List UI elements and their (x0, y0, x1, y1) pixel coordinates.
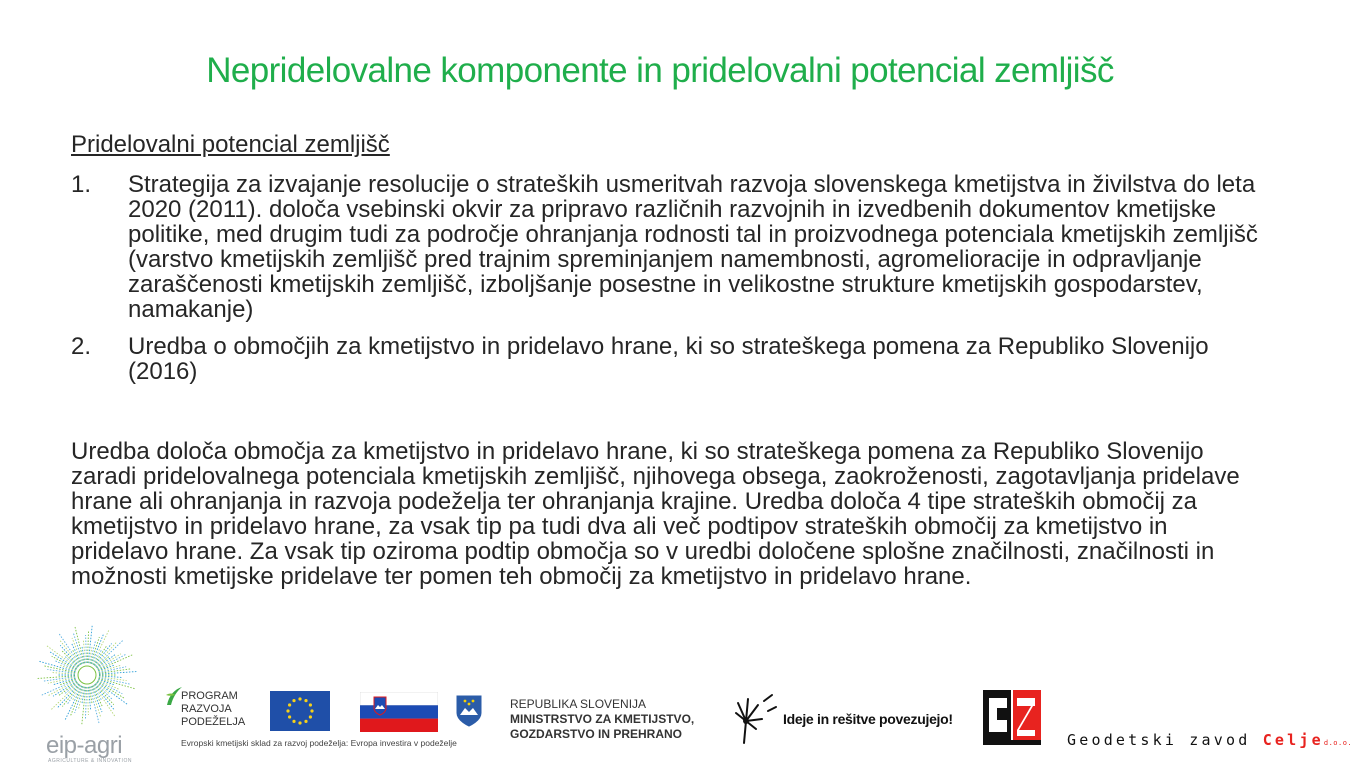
logo-strip (0, 615, 1360, 765)
prp-logo (165, 685, 255, 745)
eip-burst-icon (32, 620, 142, 730)
coat-of-arms-icon (456, 695, 482, 727)
eip-agri-tagline: AGRICULTURE & INNOVATION (48, 758, 132, 764)
gz-logo-icon (983, 690, 1041, 745)
list-number: 2. (71, 333, 92, 360)
list-item (71, 334, 1271, 384)
fund-caption: Evropski kmetijski sklad za razvoj podeželja: Evropa investira v podeželje (181, 738, 457, 748)
list-text: Uredba o območjih za kmetijstvo in pridelavo hrane, ki so strateškega pomena za Republiko Slovenijo (2016) (128, 333, 1209, 385)
subheading: Pridelovalni potencial zemljišč (71, 131, 390, 158)
eu-flag-icon (270, 691, 330, 731)
eip-agri-wordmark: eip-agri (46, 732, 123, 759)
company-name: Geodetski zavod Celjed.o.o. (1067, 731, 1353, 749)
eip-agri-logo (32, 620, 142, 764)
body-paragraph: Uredba določa območja za kmetijstvo in pridelavo hrane, ki so strateškega pomena za Republiko Slovenijo zaradi pridelovalnega potenciala kmetijskih zemljišč, njihovega obsega, zaokroženosti, zagotavljanja pridelave hrane ali ohranjanja in razvoja podeželja ter ohranjanja krajine. Uredba določa 4 tipe strateških območij za kmetijstvo in pridelavo hrane, za vsak tip pa tudi dva ali več podtipov strateških območij za kmetijstvo in pridelavo hrane. Za vsak tip oziroma podtip območja so v uredbi določene splošne značilnosti, značilnosti in možnosti kmetijske pridelave ter pomen teh območij za kmetijstvo in pridelavo hrane. (71, 438, 1240, 590)
page-title: Nepridelovalne komponente in pridelovalni potencial zemljišč (206, 51, 1114, 90)
list-item (71, 172, 1271, 322)
prp-text: PROGRAM RAZVOJA PODEŽELJA (181, 690, 246, 728)
list-text: Strategija za izvajanje resolucije o strateških usmeritvah razvoja slovenskega kmetijstva in živilstva do leta 2020 (2011). določa vsebinski okvir za pripravo različnih razvojnih in izvedbenih dokumentov kmetijske politike, med drugim tudi za področje ohranjanja rodnosti tal in proizvodnega potenciala kmetijskih zemljišč (varstvo kmetijskih zemljišč pred trajnim spreminjanjem namembnosti, agromelioracije in odpravljanje zaraščenosti kmetijskih zemljišč, izboljšanje posestne in velikostne strukture kmetijskih gospodarstev, namakanje) (128, 171, 1258, 323)
ministry-logo-text: REPUBLIKA SLOVENIJA MINISTRSTVO ZA KMETIJSTVO, GOZDARSTVO IN PREHRANO (510, 697, 695, 741)
list-number: 1. (71, 171, 92, 198)
slogan: Ideje in rešitve povezujejo! (783, 711, 953, 727)
numbered-list (71, 172, 1271, 396)
dandelion-icon (734, 693, 778, 745)
slovenia-flag-icon (360, 692, 438, 732)
